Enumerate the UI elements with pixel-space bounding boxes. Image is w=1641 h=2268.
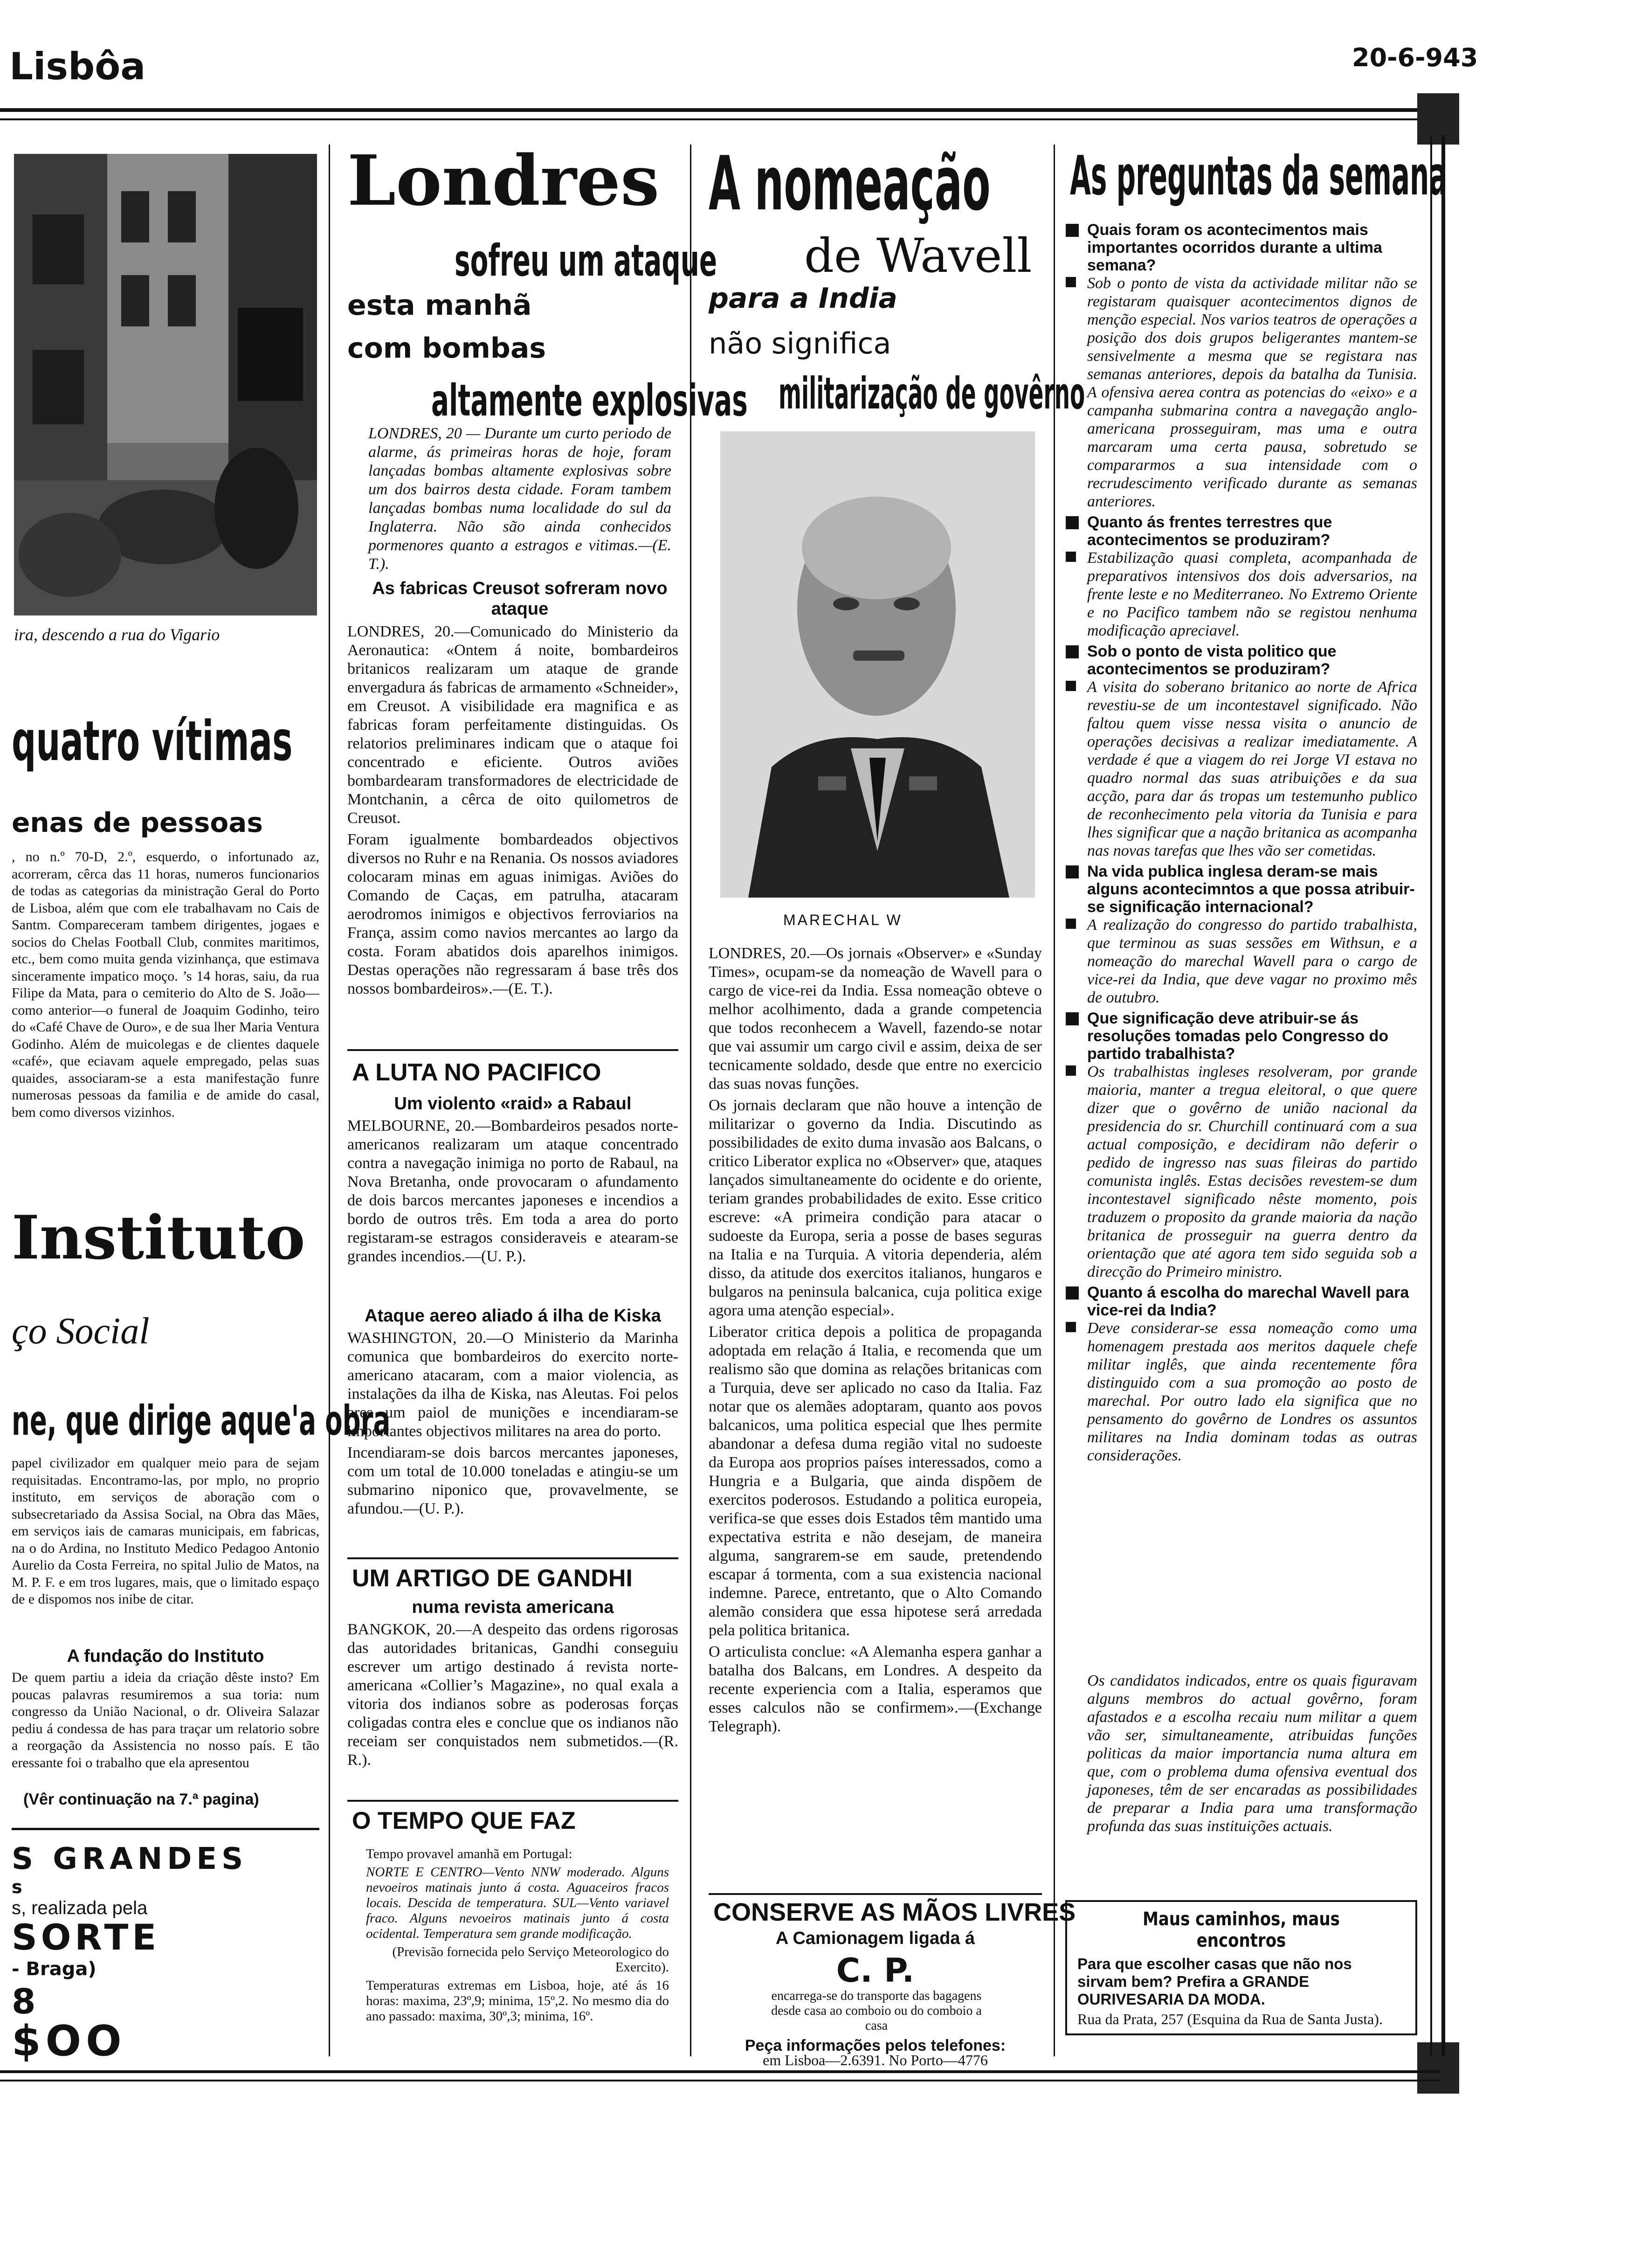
cp-body: encarrega-se do transporte das bagagens desde casa ao comboio ou do comboio a casa [771, 1989, 982, 2033]
left-ad-line4: SORTE [12, 1916, 160, 1958]
qa-closing: Os candidatos indicados, entre os quais figuravam alguns membros do actual govêrno, foram afastados e a escolha recaiu num militar a quem vão ser, simultaneamente, atribuidas funções politicas da maior importancia numa altura em que, com o problema duma ofensiva eventual dos japoneses, têm de ser encaradas as possibilidades de preparar a India para uma transformação profunda das suas instituições actuais. [1087, 1672, 1417, 1835]
nomeacao-paragraph-1: LONDRES, 20.—Os jornais «Observer» e «Sunday Times», ocupam-se da nomeação de Wavell para o cargo de vice-rei da India. Essa nomeação obteve o melhor acolhimento, dada a grande competencia que todos reconhecem a Wavell, fazendo-se notar que vai assumir um cargo civil e assim, deixa de ser tecnicamente soldado, desde que entre no exercicio das suas novas funções. [709, 945, 1042, 1093]
instituto-body: papel civilizador em qualquer meio para de sejam requisitadas. Encontramo-las, por mplo, no proprio instituto, em serviços de aboração com o subsecretariado da Assisa Social, na Obra das Mães, em serviços iais de camaras municipais, em fabricas, na o do Ardina, no Instituto Medico Pedagoo Antonio Aurelio da Costa Ferreira, no spital Julio de Matos, na M. P. F. e em tros lugares, mais, que o limitado espaço de e dispomos nos inibe de citar. [12, 1455, 319, 1607]
answer: Sob o ponto de vista da actividade militar não se registaram quaisquer acontecimentos dignos de menção especial. Nos varios teatros de operações a posição dos dois grupos beligerantes mantem-se sensivelmente a mesma que se registara nas semanas anteriores, depois da batalha da Tunisia. A ofensiva aerea contra as potencias do «eixo» e a campanha submarina contra a navegação anglo-americana prosseguiram, mas uma e outra marcaram uma certa pausa, sobretudo se compararmos a sua intensidade com o recrudescimento verificado durante as semanas anteriores. [1063, 274, 1417, 511]
left-headline: quatro vítimas [12, 709, 293, 773]
left-ad-line1: S GRANDES [12, 1842, 248, 1876]
nomeacao-paragraph-2: Os jornais declaram que não houve a intenção de militarizar o governo da India. Discutindo as possibilidades de exito duma invasão aos Balcans, o critico Liberator explica no «Observer» que, ataques lançados simultaneamente do ocidente e do oriente, teriam grandes probabilidades de exito. Esse critico escreve: «A primeira condição para atacar o sudoeste da Europa, seria a posse de bases seguras na Italia e na Turquia. A vitoria dependeria, além disso, da atitude dos exercitos italianos, hungaros e bulgaros na peninsula balcanica, cuja politica exige agora uma atenção especial». [709, 1097, 1042, 1319]
nomeacao-deck-4: militarização de govêrno [779, 368, 1085, 419]
photo-caption: ira, descendo a rua do Vigario [14, 625, 220, 644]
left-subhead: enas de pessoas [12, 807, 263, 838]
preguntas-title: As preguntas da semana [1070, 145, 1448, 207]
cp-info: Peça informações pelos telefones: [745, 2037, 1006, 2054]
rabaul-body: MELBOURNE, 20.—Bombardeiros pesados norte-americanos realizaram um ataque concentrado contra a navegação inimiga no porto de Rabaul, na Nova Bretanha, onde provocaram o afundamento de dois barcos mercantes japoneses e incendios a bordo de outros três. Em toda a area do porto registaram-se estragos consideraveis e atearam-se grandes incendios.—(U. P.). [347, 1117, 678, 1265]
corner-mark-bottom [1417, 2042, 1459, 2094]
instituto-subtitle: ço Social [12, 1311, 150, 1352]
nomeacao-deck-2: para a India [709, 282, 897, 315]
nomeacao-paragraph-3: Liberator critica depois a politica de propaganda adoptada em relação á Italia, e recomenda que um realismo são que domina as relações britanicas com a Turquia, deve ser aplicado no caso da Italia. Faz notar que os alemães adoptaram, quanto aos povos balcanicos, uma politica especial que lhes permite abandonar a defesa duma região vital no sudoeste da Europa aos proprios países interessados, como a Hungria e a Bulgaria, que ainda dispõem de exercitos poderosos. Estudando a politica europeia, verifica-se que esses dois Estados têm mantido uma expectativa estrita e não desejam, de maneira alguma, sangrarem-se em saude, pretendendo escapar á tormenta, com a sua existencia nacional indemne. Parece, entretanto, que o Alto Comando alemão considera que essa hipotese será arredada pela politica britanica. [709, 1323, 1042, 1639]
portrait-caption: MARECHAL W [783, 912, 903, 928]
left-ad-line2: s [12, 1877, 22, 1897]
answer: A visita do soberano britanico ao norte de Africa revestiu-se de um incontestavel significado. Não faltou quem visse nessa visita o anuncio de operações decisivas a realizar imediatamente. A verdade é que a viagem do rei Jorge VI estava no quadro normal das suas atribuições e da sua acção, para dar ás tropas um testemunho publico de reconhecimento pela vitoria da Tunisia e para lhes significar que a nação britanica as acompanha nas novas tarefas que lhes vão ser cometidas. [1063, 678, 1417, 860]
tempo-intro: Tempo provavel amanhã em Portugal: [366, 1846, 572, 1861]
instituto-title: Instituto [12, 1203, 305, 1273]
wavell-portrait-image [720, 431, 1035, 898]
right-border-outer [1441, 135, 1445, 2056]
nomeacao-deck-3: não significa [709, 326, 891, 360]
footer-rule-bottom [0, 2080, 1441, 2081]
ad-body: Para que escolher casas que não nos sirvam bem? Prefira a GRANDE OURIVESARIA DA MODA. [1077, 1955, 1352, 2008]
gandhi-body: BANGKOK, 20.—A despeito das ordens rigorosas das autoridades britanicas, Gandhi conseguiu escrever um artigo destinado á revista norte-americana «Collier’s Magazine», no qual exala a vitoria dos indianos sobre as poderosas forças coligadas contra eles e conclue que os indianos não receiam ser conquistados nem submetidos.—(R. R.). [347, 1621, 678, 1769]
question: Na vida publica inglesa deram-se mais alguns acontecimntos a que possa atribuir-se significação internacional? [1063, 863, 1417, 916]
column-rule-2 [690, 145, 691, 2056]
left-ad-line3: s, realizada pela [12, 1898, 148, 1918]
section-name: Lisbôa [9, 45, 146, 88]
londres-deck-2: esta manhã [347, 289, 532, 322]
nomeacao-headline: A nomeação [709, 140, 991, 227]
question: Que significação deve atribuir-se ás resoluções tomadas pelo Congresso do partido trabalhista? [1063, 1010, 1417, 1063]
left-article-body: , no n.º 70-D, 2.º, esquerdo, o infortunado az, acorreram, cêrca das 11 horas, numeros funcionarios de todas as categorias da ministração Geral do Porto de Lisboa, além que com ele trabalhavam no Cais de Santm. Compareceram tambem dirigentes, jogaes e socios do Chelas Football Club, conmites maritimos, etc., bem como muita genda vizinhança, que estimava sinceramente impatico moço. ’s 14 horas, saiu, da rua Filipe da Mata, para o cemiterio do Alto de S. João—como anterior—o funeral de Joaquim Godinho, teiro do «Café Chave de Ouro», e de sua lher Maria Ventura Godinho. Além de muicolegas e de clientes daquele «café», que eciavam aquele empregado, pelas suas quaides, associaram-se a esta manifestação funre numerosas pessoas da familia e de amide do casal, bem como diversos vizinhos. [12, 849, 319, 1120]
instituto-headline: ne, que dirige aque'a obra [12, 1397, 391, 1445]
question: Quanto ás frentes terrestres que acontecimentos se produziram? [1063, 513, 1417, 549]
fundacao-body: De quem partiu a ideia da criação dêste insto? Em poucas palavras resumiremos a sua toria: num congresso da União Nacional, o dr. Oliveira Salazar pediu á condessa de has para traçar um relatorio sobre a reorgação da Assistencia no nosso país. E tão eressante foi o trabalho que ela apresentou [12, 1670, 319, 1770]
pacifico-rule [347, 1049, 678, 1051]
fundacao-head: A fundação do Instituto [67, 1646, 264, 1666]
corner-mark-top [1417, 93, 1459, 145]
tempo-forecast [366, 1846, 669, 2027]
question: Quais foram os acontecimentos mais importantes ocorridos durante a ultima semana? [1063, 221, 1417, 274]
wavell-portrait [720, 431, 1035, 898]
column-rule-1 [329, 145, 330, 2056]
answer: A realização do congresso do partido trabalhista, que terminou as suas sessões em Withsun, e a nomeação do marechal Wavell para o cargo de vice-rei da India, que deve vagar no proximo mês de outubro. [1063, 916, 1417, 1007]
answer: Os trabalhistas ingleses resolveram, por grande maioria, manter a tregua eleitoral, o que quere dizer que o govêrno de união nacional da presidencia do sr. Churchill continuará com a sua actual composição, e decidiram não deferir o pedido de ingresso nas suas fileiras do partido comunista inglês. Estas decisões revestem-se dum incontestavel significado nêste momento, pois traduzem o proposito da grande maioria da nação britanica de prosseguir na guerra dentro da orientação que até agora tem sido seguida sob a direcção do Primeiro ministro. [1063, 1063, 1417, 1281]
ad-address: Rua da Prata, 257 (Esquina da Rua de Santa Justa). [1077, 2011, 1383, 2027]
londres-headline: Londres [347, 140, 660, 221]
londres-deck-4: altamente explosivas [431, 375, 748, 426]
column-rule-3 [1054, 145, 1055, 2056]
answer: Estabilização quasi completa, acompanhada de preparativos intensivos dos dois adversarios, na frente leste e no Mediterraneo. No Extremo Oriente e no Pacifico tambem não se registou nenhuma modificação apreciavel. [1063, 549, 1417, 640]
street-photo [14, 154, 317, 615]
cp-rule [709, 1893, 1042, 1895]
cp-subtitle: A Camionagem ligada á [775, 1929, 975, 1948]
kiska-body [347, 1329, 678, 1521]
qa-list [1063, 218, 1417, 1465]
londres-deck-1: sofreu um ataque [455, 235, 717, 286]
creusot-paragraph-1: LONDRES, 20.—Comunicado do Ministerio da Aeronautica: «Ontem á noite, bombardeiros britanicos realizaram um ataque de grande envergadura ás fabricas de armamento «Schneider», em Creusot. A visibilidade era magnifica e as fabricas foram perfeitamente distinguidas. Os relatorios preliminares indicam que o ataque foi concentrado e eficiente. Outros aviões bombardearam transformadores de electricidade de Montchanin, a cêrca de oito quilometros de Creusot. [347, 623, 678, 827]
gandhi-title: UM ARTIGO DE GANDHI [352, 1565, 633, 1592]
issue-date: 20-6-943 [1352, 43, 1478, 72]
left-ad-line5: - Braga) [12, 1958, 97, 1980]
gandhi-subtitle: numa revista americana [412, 1597, 614, 1617]
question: Quanto á escolha do marechal Wavell para vice-rei da India? [1063, 1284, 1417, 1319]
cp-phones: em Lisboa—2.6391. No Porto—4776 [763, 2052, 988, 2068]
rabaul-head: Um violento «raid» a Rabaul [394, 1094, 632, 1113]
header-rule-bottom [0, 118, 1441, 120]
londres-deck-3: com bombas [347, 332, 546, 365]
header-rule-top [0, 108, 1441, 112]
street-photo-image [14, 154, 317, 615]
left-ad-line6: 8 [12, 1982, 36, 2022]
nomeacao-deck-1: de Wavell [804, 228, 1032, 283]
kiska-paragraph-2: Incendiaram-se dois barcos mercantes japoneses, com um total de 10.000 toneladas e atingiu-se um submarino niponico que, provavelmente, se afundou.—(U. P.). [347, 1444, 678, 1517]
tempo-extremes: Temperaturas extremas em Lisboa, hoje, até ás 16 horas: maxima, 23º,9; minima, 15º,2. No mesmo dia do ano passado: maxima, 30º,3; minima, 16º. [366, 1978, 669, 2024]
pacifico-title: A LUTA NO PACIFICO [352, 1059, 601, 1086]
ourivesaria-ad [1065, 1900, 1417, 2035]
nomeacao-body [709, 944, 1042, 1739]
creusot-body [347, 622, 678, 1001]
creusot-head: As fabricas Creusot sofreram novo ataque [372, 579, 668, 619]
tempo-body: NORTE E CENTRO—Vento NNW moderado. Alguns nevoeiros matinais junto á costa. Aguaceiros fracos locais. Descida de temperatura. SUL—Vento variavel fraco. Alguns nevoeiros matinais junto á costa ocidental. Temperatura sem grande modificação. [366, 1865, 669, 1941]
question: Sob o ponto de vista politico que acontecimentos se produziram? [1063, 643, 1417, 678]
right-border-inner [1430, 135, 1432, 2056]
tempo-rule [347, 1800, 678, 1802]
nomeacao-paragraph-4: O articulista conclue: «A Alemanha espera ganhar a batalha dos Balcans, em Londres. A despeito da recente experiencia com a Italia, esperamos que esses calculos não se confirmem».—(Exchange Telegraph). [709, 1643, 1042, 1735]
footer-rule-top [0, 2070, 1441, 2073]
kiska-head: Ataque aereo aliado á ilha de Kiska [365, 1306, 661, 1326]
left-ad-line7: $OO [12, 2017, 126, 2066]
londres-lead: LONDRES, 20 — Durante um curto periodo de alarme, ás primeiras horas de hoje, foram lançadas bombas altamente explosivas sobre um dos bairros desta cidade. Foram tambem lançadas bombas numa localidade do sul da Inglaterra. Não são ainda conhecidos pormenores quanto a estragos e vitimas.—(E. T.). [368, 425, 671, 573]
tempo-source: (Previsão fornecida pelo Serviço Meteorologico do Exercito). [392, 1944, 669, 1975]
ad-title: Maus caminhos, maus encontros [1143, 1908, 1340, 1951]
left-ad-rule [12, 1828, 319, 1830]
tempo-title: O TEMPO QUE FAZ [352, 1807, 576, 1834]
continuation-note: (Vêr continuação na 7.ª pagina) [23, 1791, 259, 1808]
gandhi-rule [347, 1557, 678, 1559]
kiska-paragraph-1: WASHINGTON, 20.—O Ministerio da Marinha comunica que bombardeiros do exercito norte-americano atacaram, com a maior violencia, as instalações da ilha de Kiska, nas Aleutas. Foi pelos ares um paiol de munições e incendiaram-se importantes objectivos militares na area do porto. [347, 1329, 678, 1440]
cp-brand: C. P. [836, 1951, 915, 1990]
creusot-paragraph-2: Foram igualmente bombardeados objectivos diversos no Ruhr e na Renania. Os nossos aviadores colocaram minas em aguas inimigas. Aviões do Comando de Caças, em patrulha, atacaram aerodromos inimigos e objectivos ferroviarios na França, assim como navios mercantes ao largo da costa. Foram abatidos dois aparelhos inimigos. Destas operações não regressaram á base três dos nossos bombardeiros».—(E. T.). [347, 831, 678, 997]
cp-title: CONSERVE AS MÃOS LIVRES [713, 1898, 1076, 1926]
answer: Deve considerar-se essa nomeação como uma homenagem prestada aos meritos daquele chefe militar inglês, que ainda recentemente fôra distinguido com a sua promoção ao posto de marechal. Por outro lado ela significa que no pensamento do govêrno de Londres os assuntos militares na India dominam todas as outras considerações. [1063, 1319, 1417, 1465]
